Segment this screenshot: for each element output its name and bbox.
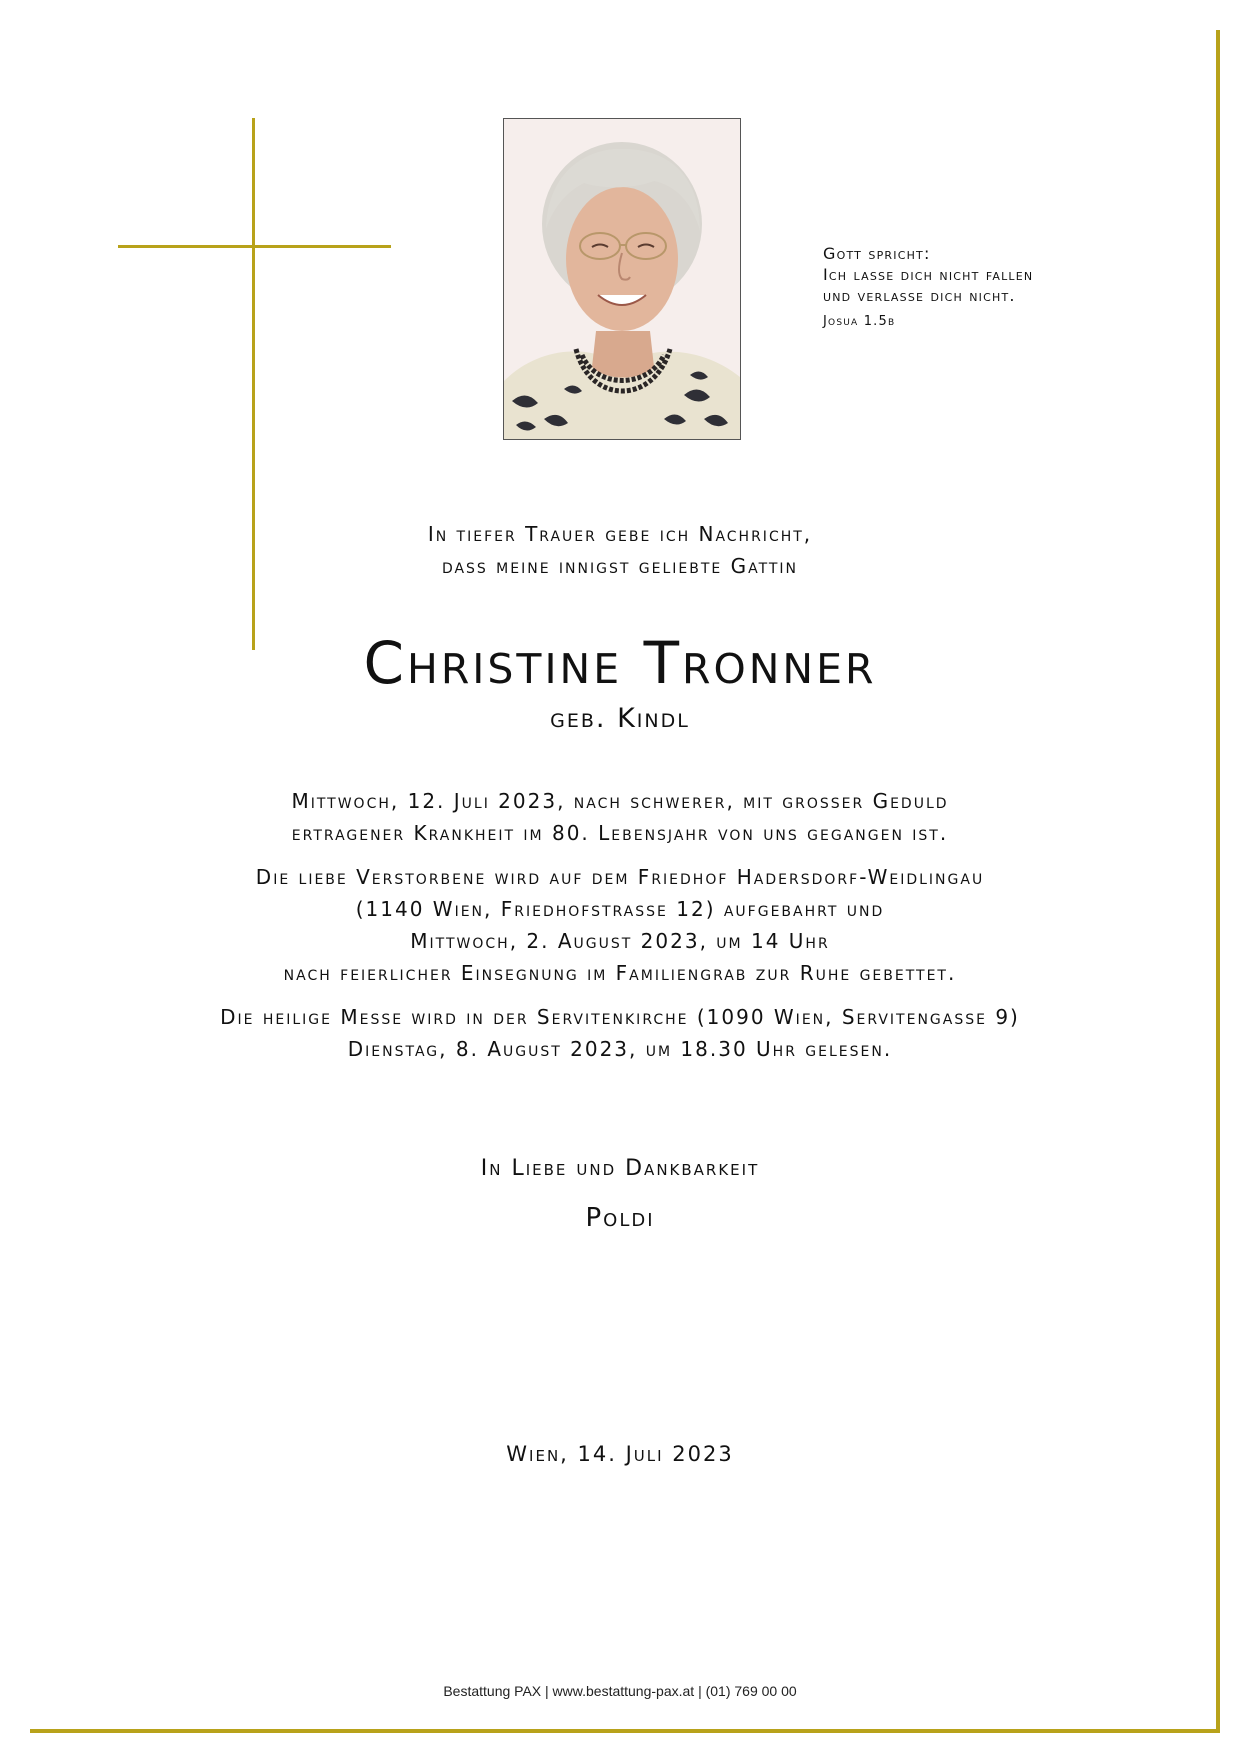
announcement-intro: [150, 518, 1090, 582]
footer-contact: Bestattung PAX | www.bestattung-pax.at | (01) 769 00 00: [443, 1683, 797, 1699]
portrait-illustration: [504, 119, 740, 439]
place-date: Wien, 14. Juli 2023: [506, 1442, 734, 1466]
intro-line: dass meine innigst geliebte Gattin: [441, 554, 799, 578]
quote-reference: Josua 1.5b: [823, 314, 896, 329]
funeral-paragraph: [150, 861, 1090, 989]
frame-bottom-line: [30, 1729, 1220, 1733]
cross-horizontal-bar: [118, 245, 391, 248]
details-line: Die liebe Verstorbene wird auf dem Friedhof Hadersdorf-Weidlingau: [255, 865, 985, 889]
details-line: Mittwoch, 2. August 2023, um 14 Uhr: [410, 929, 830, 953]
details-line: nach feierlicher Einsegnung im Familiengrab zur Ruhe gebettet.: [283, 961, 957, 985]
details-line: Dienstag, 8. August 2023, um 18.30 Uhr gelesen.: [347, 1037, 893, 1061]
quote-line: und verlasse dich nicht.: [823, 286, 1016, 305]
frame-right-line: [1216, 30, 1220, 1733]
details-line: ertragener Krankheit im 80. Lebensjahr von uns gegangen ist.: [291, 821, 949, 845]
quote-line: Gott spricht:: [823, 244, 931, 263]
bible-quote: [823, 243, 1203, 332]
portrait-photo: [503, 118, 741, 440]
mass-paragraph: [150, 1001, 1090, 1065]
details-line: (1140 Wien, Friedhofstrasse 12) aufgebahrt und: [355, 897, 885, 921]
obituary-details: [150, 785, 1090, 1077]
intro-line: In tiefer Trauer gebe ich Nachricht,: [427, 522, 813, 546]
closing-phrase: In Liebe und Dankbarkeit: [480, 1156, 760, 1181]
death-paragraph: [150, 785, 1090, 849]
signer-name: Poldi: [585, 1203, 655, 1233]
details-line: Mittwoch, 12. Juli 2023, nach schwerer, mit grosser Geduld: [291, 789, 949, 813]
maiden-name: geb. Kindl: [550, 703, 690, 734]
deceased-name: Christine Tronner: [363, 629, 877, 697]
quote-line: Ich lasse dich nicht fallen: [823, 265, 1034, 284]
details-line: Die heilige Messe wird in der Servitenkirche (1090 Wien, Servitengasse 9): [220, 1005, 1020, 1029]
